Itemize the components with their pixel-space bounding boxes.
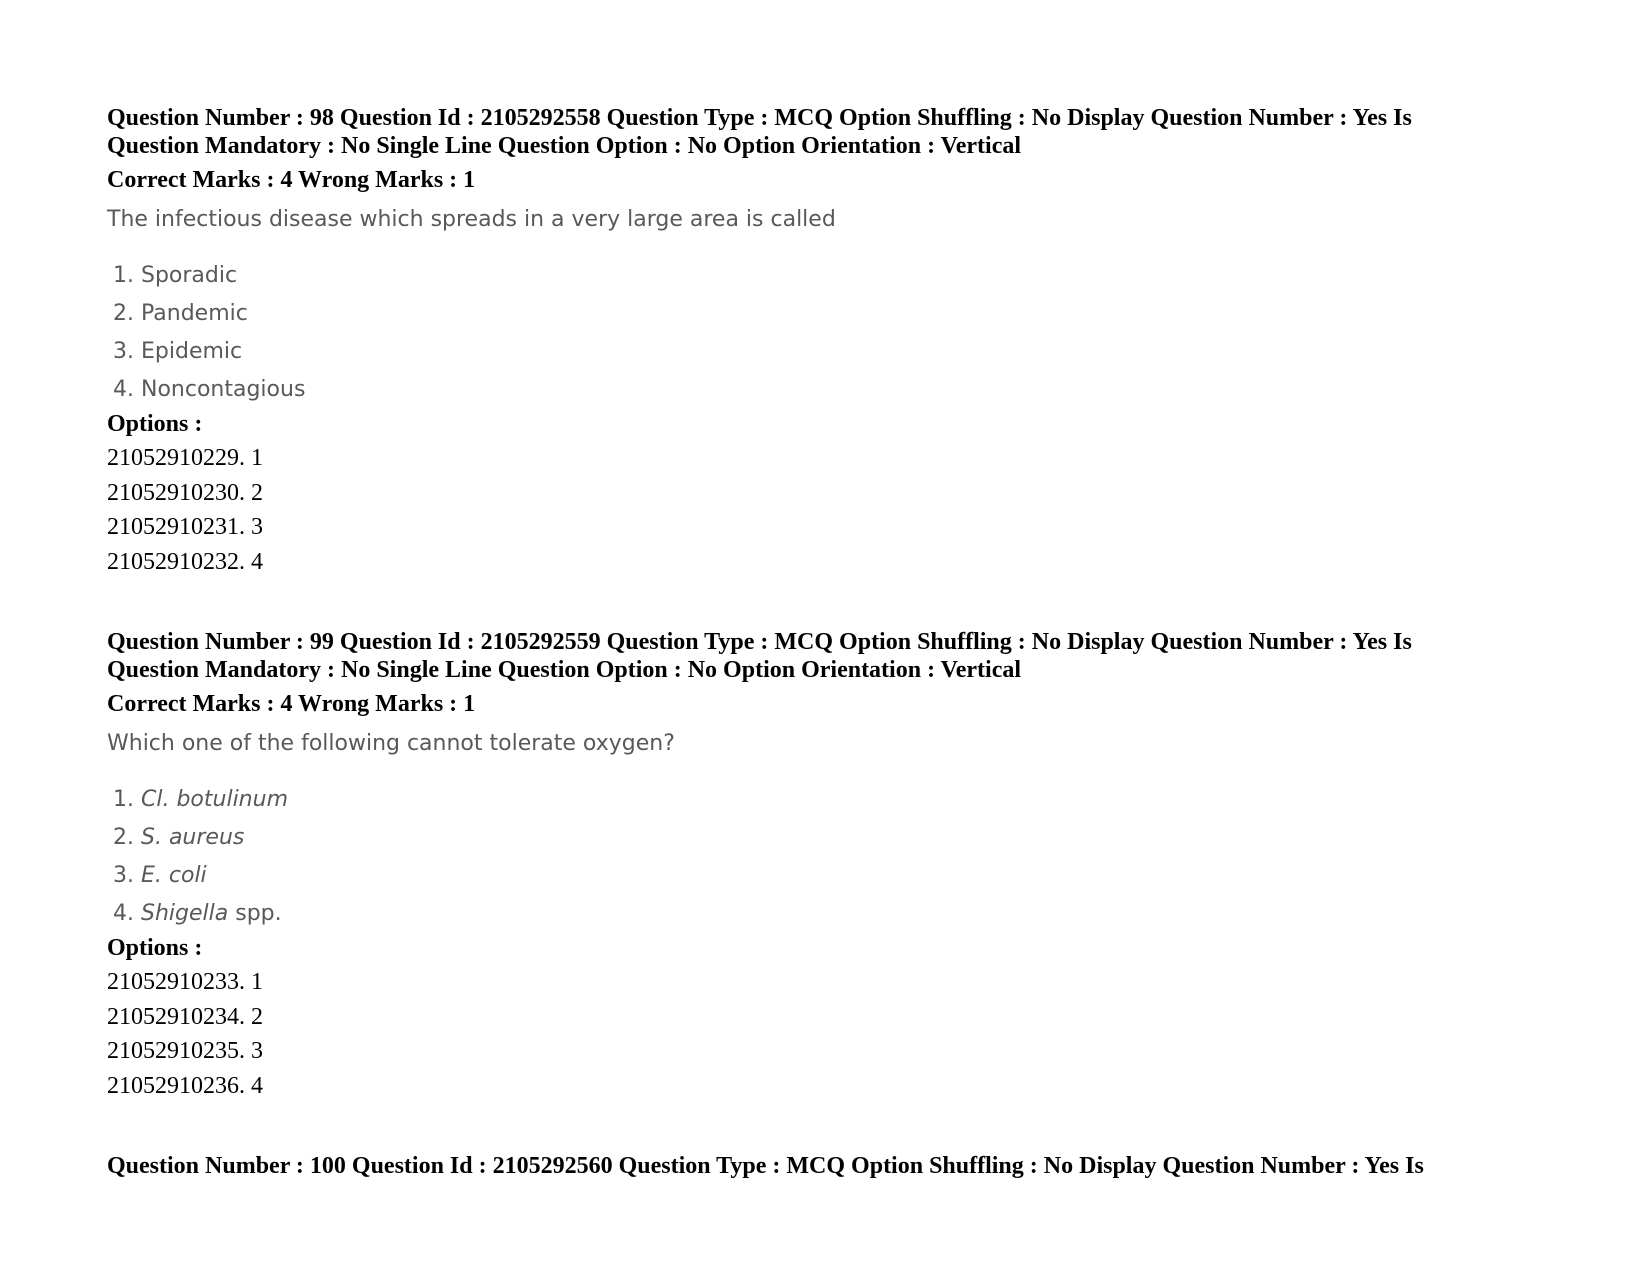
- marks-line: Correct Marks : 4 Wrong Marks : 1: [107, 167, 476, 193]
- choice-text: spp.: [235, 901, 282, 926]
- question-block-99: [107, 628, 1527, 1106]
- section-spacer: [107, 582, 1527, 628]
- choice-item: [113, 862, 1527, 900]
- option-id-row: 21052910236. 4: [107, 1072, 263, 1099]
- question-meta: [107, 628, 1527, 684]
- question-meta-line-2: Question Mandatory : No Single Line Question Option : No Option Orientation : Vertical: [107, 657, 1022, 683]
- choice-item: [113, 262, 1527, 300]
- choice-number: 2.: [113, 825, 134, 850]
- question-meta-line-1: Question Number : 99 Question Id : 2105292559 Question Type : MCQ Option Shuffling : No Display Question Number : Yes Is: [107, 629, 1412, 655]
- choice-item: [113, 824, 1527, 862]
- option-id-row: 21052910232. 4: [107, 548, 263, 575]
- choice-text: Noncontagious: [141, 377, 306, 402]
- choice-text: Epidemic: [141, 339, 243, 364]
- choice-text: Pandemic: [141, 301, 248, 326]
- choice-number: 4.: [113, 901, 134, 926]
- question-meta: [107, 104, 1527, 160]
- choice-item: [113, 786, 1527, 824]
- question-meta-line-1: Question Number : 100 Question Id : 2105292560 Question Type : MCQ Option Shuffling : No Display Question Number : Yes Is: [107, 1153, 1424, 1179]
- question-meta-line-1: Question Number : 98 Question Id : 2105292558 Question Type : MCQ Option Shuffling : No Display Question Number : Yes Is: [107, 105, 1412, 131]
- choice-list: [107, 262, 1527, 414]
- question-block-100: [107, 1152, 1527, 1180]
- choice-italic-text: E. coli: [141, 863, 207, 888]
- choice-item: [113, 300, 1527, 338]
- choice-item: [113, 900, 1527, 938]
- marks-line: Correct Marks : 4 Wrong Marks : 1: [107, 691, 476, 717]
- option-id-row: 21052910230. 2: [107, 479, 263, 506]
- choice-number: 3.: [113, 339, 134, 364]
- choice-text: Sporadic: [141, 263, 238, 288]
- choice-number: 2.: [113, 301, 134, 326]
- option-id-list: [107, 968, 1527, 1106]
- option-id-list: [107, 444, 1527, 582]
- choice-number: 1.: [113, 263, 134, 288]
- choice-italic-text: S. aureus: [141, 825, 245, 850]
- choice-list: [107, 786, 1527, 938]
- options-label: Options :: [107, 935, 203, 961]
- choice-italic-text: Cl. botulinum: [141, 787, 288, 812]
- question-block-98: [107, 104, 1527, 582]
- question-meta: [107, 1152, 1527, 1180]
- choice-number: 4.: [113, 377, 134, 402]
- choice-number: 1.: [113, 787, 134, 812]
- choice-item: [113, 338, 1527, 376]
- option-id-row: 21052910234. 2: [107, 1003, 263, 1030]
- options-label: Options :: [107, 411, 203, 437]
- question-meta-line-2: Question Mandatory : No Single Line Question Option : No Option Orientation : Vertical: [107, 133, 1022, 159]
- option-id-row: 21052910235. 3: [107, 1038, 263, 1064]
- choice-italic-text: Shigella: [141, 901, 229, 926]
- option-id-row: 21052910233. 1: [107, 969, 263, 995]
- choice-number: 3.: [113, 863, 134, 888]
- document-page: [107, 104, 1527, 1180]
- question-text: The infectious disease which spreads in a very large area is called: [107, 207, 836, 232]
- option-id-row: 21052910231. 3: [107, 514, 263, 540]
- option-id-row: 21052910229. 1: [107, 445, 263, 471]
- section-spacer: [107, 1106, 1527, 1152]
- question-text: Which one of the following cannot tolerate oxygen?: [107, 731, 675, 756]
- choice-item: [113, 376, 1527, 414]
